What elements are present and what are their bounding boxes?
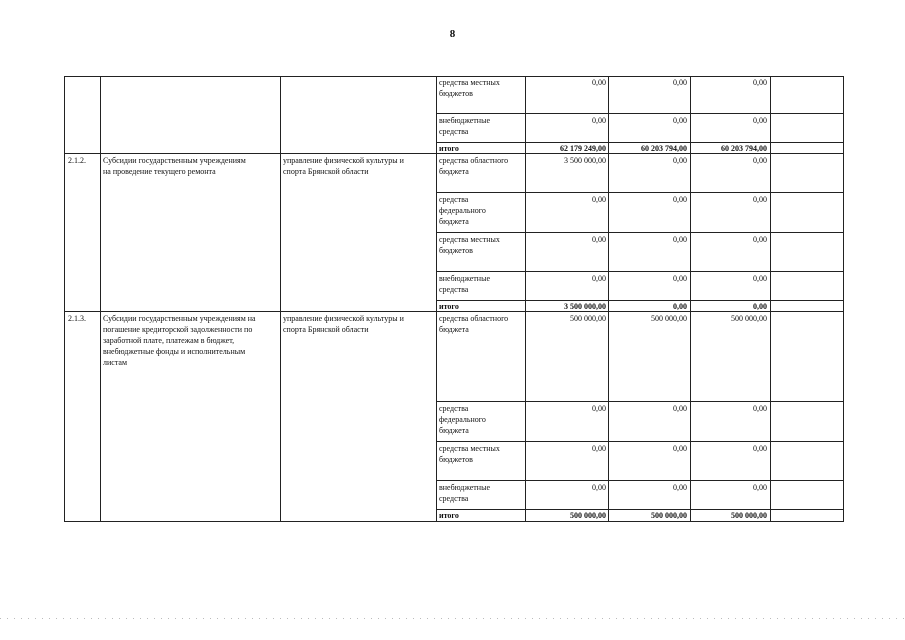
row-code: 2.1.3. bbox=[68, 314, 86, 323]
total-value: 0,00 bbox=[753, 302, 767, 311]
source-label: средства местных бюджетов bbox=[439, 78, 500, 98]
value-cell: 0,00 bbox=[753, 195, 767, 204]
source-label: средства местных бюджетов bbox=[439, 235, 500, 255]
value-cell: 0,00 bbox=[592, 274, 606, 283]
total-value: 60 203 794,00 bbox=[721, 144, 767, 153]
value-cell: 0,00 bbox=[592, 235, 606, 244]
total-label: итого bbox=[439, 144, 459, 153]
total-value: 62 179 249,00 bbox=[560, 144, 606, 153]
value-cell: 0,00 bbox=[673, 274, 687, 283]
total-value: 60 203 794,00 bbox=[641, 144, 687, 153]
value-cell: 500 000,00 bbox=[651, 314, 687, 323]
source-label: средства местных бюджетов bbox=[439, 444, 500, 464]
total-label: итого bbox=[439, 302, 459, 311]
source-label: средства областного бюджета bbox=[439, 156, 509, 176]
total-value: 500 000,00 bbox=[651, 511, 687, 520]
total-value: 500 000,00 bbox=[570, 511, 606, 520]
value-cell: 0,00 bbox=[592, 483, 606, 492]
executor-name: управление физической культуры и спорта Брянской области bbox=[283, 314, 404, 334]
value-cell: 0,00 bbox=[753, 404, 767, 413]
value-cell: 0,00 bbox=[753, 78, 767, 87]
value-cell: 0,00 bbox=[673, 116, 687, 125]
scan-artifact-line bbox=[0, 618, 905, 619]
total-value: 3 500 000,00 bbox=[564, 302, 606, 311]
activity-name: Субсидии государственным учреждениям на погашение кредиторской задолженности по заработной плате, платежам в бюджет, внебюджетные фонды и исполнительным листам bbox=[103, 314, 256, 367]
source-label: внебюджетные средства bbox=[439, 274, 490, 294]
total-value: 500 000,00 bbox=[731, 511, 767, 520]
page-number: 8 bbox=[449, 28, 456, 40]
value-cell: 3 500 000,00 bbox=[564, 156, 606, 165]
executor-name: управление физической культуры и спорта Брянской области bbox=[283, 156, 404, 176]
value-cell: 0,00 bbox=[592, 444, 606, 453]
total-label: итого bbox=[439, 511, 459, 520]
value-cell: 500 000,00 bbox=[731, 314, 767, 323]
value-cell: 0,00 bbox=[673, 156, 687, 165]
budget-table bbox=[64, 76, 844, 522]
value-cell: 0,00 bbox=[592, 404, 606, 413]
value-cell: 0,00 bbox=[753, 274, 767, 283]
value-cell: 0,00 bbox=[753, 116, 767, 125]
source-label: внебюджетные средства bbox=[439, 116, 490, 136]
value-cell: 0,00 bbox=[673, 78, 687, 87]
source-label: средства областного бюджета bbox=[439, 314, 509, 334]
activity-name: Субсидии государственным учреждениям на проведение текущего ремонта bbox=[103, 156, 246, 176]
source-label: внебюджетные средства bbox=[439, 483, 490, 503]
value-cell: 0,00 bbox=[753, 235, 767, 244]
value-cell: 0,00 bbox=[592, 78, 606, 87]
value-cell: 0,00 bbox=[673, 195, 687, 204]
value-cell: 0,00 bbox=[673, 483, 687, 492]
value-cell: 0,00 bbox=[673, 404, 687, 413]
value-cell: 0,00 bbox=[673, 444, 687, 453]
value-cell: 0,00 bbox=[592, 195, 606, 204]
value-cell: 500 000,00 bbox=[570, 314, 606, 323]
row-code: 2.1.2. bbox=[68, 156, 86, 165]
value-cell: 0,00 bbox=[592, 116, 606, 125]
source-label: средства федерального бюджета bbox=[439, 404, 486, 435]
value-cell: 0,00 bbox=[753, 483, 767, 492]
value-cell: 0,00 bbox=[753, 156, 767, 165]
value-cell: 0,00 bbox=[753, 444, 767, 453]
value-cell: 0,00 bbox=[673, 235, 687, 244]
source-label: средства федерального бюджета bbox=[439, 195, 486, 226]
total-value: 0,00 bbox=[673, 302, 687, 311]
